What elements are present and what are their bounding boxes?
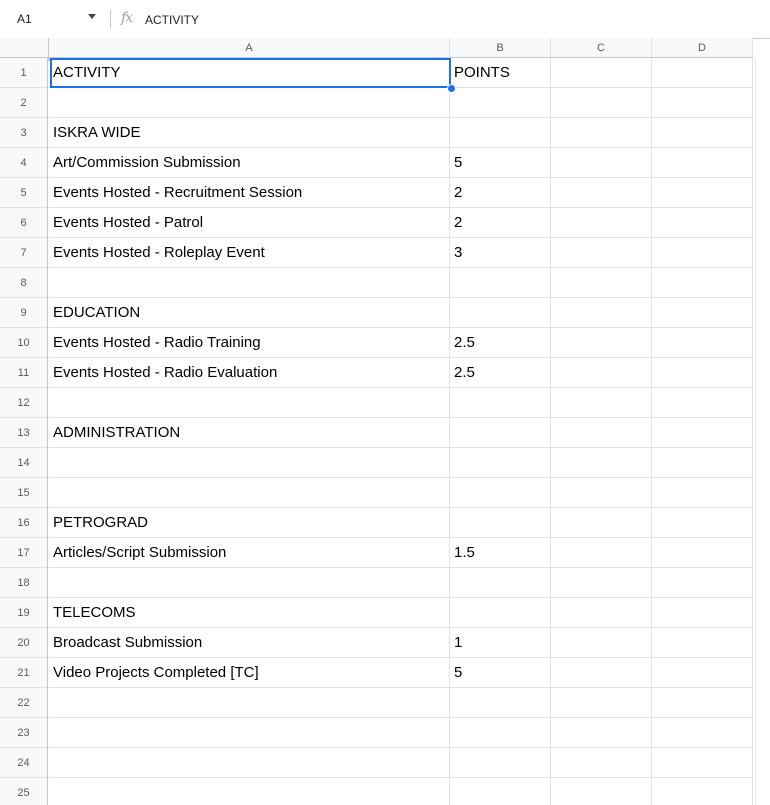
row-header[interactable]: 25	[0, 778, 48, 805]
vertical-scrollbar[interactable]	[755, 58, 770, 805]
row-header[interactable]: 6	[0, 208, 48, 238]
fill-handle[interactable]	[447, 84, 456, 93]
row-header[interactable]: 20	[0, 628, 48, 658]
row-header[interactable]: 23	[0, 718, 48, 748]
cell-a14[interactable]	[49, 448, 450, 478]
row-header[interactable]: 13	[0, 418, 48, 448]
cell-c5[interactable]	[551, 178, 652, 208]
cell-d17[interactable]	[652, 538, 753, 568]
cell-b19[interactable]	[450, 598, 551, 628]
cell-b15[interactable]	[450, 478, 551, 508]
row-header[interactable]: 12	[0, 388, 48, 418]
cell-a24[interactable]	[49, 748, 450, 778]
cell-b1[interactable]: POINTS	[450, 58, 551, 88]
cell-d14[interactable]	[652, 448, 753, 478]
cell-c9[interactable]	[551, 298, 652, 328]
cell-a12[interactable]	[49, 388, 450, 418]
row-header[interactable]: 8	[0, 268, 48, 298]
cell-a9[interactable]: EDUCATION	[49, 298, 450, 328]
row-header[interactable]: 17	[0, 538, 48, 568]
cell-d25[interactable]	[652, 778, 753, 805]
cell-a7[interactable]: Events Hosted - Roleplay Event	[49, 238, 450, 268]
row-header[interactable]: 9	[0, 298, 48, 328]
cell-b23[interactable]	[450, 718, 551, 748]
cell-c6[interactable]	[551, 208, 652, 238]
cell-d3[interactable]	[652, 118, 753, 148]
cell-c16[interactable]	[551, 508, 652, 538]
cell-b20[interactable]: 1	[450, 628, 551, 658]
cell-d2[interactable]	[652, 88, 753, 118]
cell-d13[interactable]	[652, 418, 753, 448]
cell-b17[interactable]: 1.5	[450, 538, 551, 568]
cell-a20[interactable]: Broadcast Submission	[49, 628, 450, 658]
cell-a3[interactable]: ISKRA WIDE	[49, 118, 450, 148]
cell-c23[interactable]	[551, 718, 652, 748]
cell-b8[interactable]	[450, 268, 551, 298]
cell-b12[interactable]	[450, 388, 551, 418]
cell-a8[interactable]	[49, 268, 450, 298]
cell-a10[interactable]: Events Hosted - Radio Training	[49, 328, 450, 358]
row-header[interactable]: 14	[0, 448, 48, 478]
cell-d1[interactable]	[652, 58, 753, 88]
cell-d19[interactable]	[652, 598, 753, 628]
cell-c21[interactable]	[551, 658, 652, 688]
cell-d18[interactable]	[652, 568, 753, 598]
cell-b4[interactable]: 5	[450, 148, 551, 178]
cell-c13[interactable]	[551, 418, 652, 448]
cell-c2[interactable]	[551, 88, 652, 118]
row-header[interactable]: 11	[0, 358, 48, 388]
formula-input[interactable]: ACTIVITY	[145, 13, 200, 27]
cell-b21[interactable]: 5	[450, 658, 551, 688]
formula-bar-divider	[110, 10, 111, 28]
cell-a15[interactable]	[49, 478, 450, 508]
cell-c19[interactable]	[551, 598, 652, 628]
row-header[interactable]: 5	[0, 178, 48, 208]
column-header-a[interactable]: A	[49, 38, 450, 58]
cell-c11[interactable]	[551, 358, 652, 388]
cell-a25[interactable]	[49, 778, 450, 805]
cell-b16[interactable]	[450, 508, 551, 538]
row-header[interactable]: 24	[0, 748, 48, 778]
cell-c18[interactable]	[551, 568, 652, 598]
cell-c7[interactable]	[551, 238, 652, 268]
column-header-d[interactable]: D	[652, 38, 753, 58]
cell-a17[interactable]: Articles/Script Submission	[49, 538, 450, 568]
cell-a4[interactable]: Art/Commission Submission	[49, 148, 450, 178]
cell-a23[interactable]	[49, 718, 450, 748]
cell-c15[interactable]	[551, 478, 652, 508]
row-header[interactable]: 10	[0, 328, 48, 358]
cell-c22[interactable]	[551, 688, 652, 718]
row-header[interactable]: 4	[0, 148, 48, 178]
column-header-c[interactable]: C	[551, 38, 652, 58]
cell-d20[interactable]	[652, 628, 753, 658]
cell-d7[interactable]	[652, 238, 753, 268]
cell-d11[interactable]	[652, 358, 753, 388]
cell-b25[interactable]	[450, 778, 551, 805]
cell-a13[interactable]: ADMINISTRATION	[49, 418, 450, 448]
row-header[interactable]: 2	[0, 88, 48, 118]
cell-b13[interactable]	[450, 418, 551, 448]
cell-a22[interactable]	[49, 688, 450, 718]
cell-b3[interactable]	[450, 118, 551, 148]
cell-c12[interactable]	[551, 388, 652, 418]
cell-a5[interactable]: Events Hosted - Recruitment Session	[49, 178, 450, 208]
cell-c25[interactable]	[551, 778, 652, 805]
row-header[interactable]: 16	[0, 508, 48, 538]
cell-c24[interactable]	[551, 748, 652, 778]
row-header[interactable]: 3	[0, 118, 48, 148]
cell-a11[interactable]: Events Hosted - Radio Evaluation	[49, 358, 450, 388]
cell-a2[interactable]	[49, 88, 450, 118]
cell-b9[interactable]	[450, 298, 551, 328]
row-header[interactable]: 19	[0, 598, 48, 628]
cell-b11[interactable]: 2.5	[450, 358, 551, 388]
cell-d22[interactable]	[652, 688, 753, 718]
cell-d6[interactable]	[652, 208, 753, 238]
cell-c20[interactable]	[551, 628, 652, 658]
cell-c10[interactable]	[551, 328, 652, 358]
row-header[interactable]: 22	[0, 688, 48, 718]
cell-d21[interactable]	[652, 658, 753, 688]
cell-b18[interactable]	[450, 568, 551, 598]
cell-a6[interactable]: Events Hosted - Patrol	[49, 208, 450, 238]
cell-d8[interactable]	[652, 268, 753, 298]
cell-a21[interactable]: Video Projects Completed [TC]	[49, 658, 450, 688]
cell-d10[interactable]	[652, 328, 753, 358]
cell-d4[interactable]	[652, 148, 753, 178]
cell-d24[interactable]	[652, 748, 753, 778]
cell-d12[interactable]	[652, 388, 753, 418]
cell-a19[interactable]: TELECOMS	[49, 598, 450, 628]
row-header[interactable]: 1	[0, 58, 48, 88]
cell-c1[interactable]	[551, 58, 652, 88]
cell-b5[interactable]: 2	[450, 178, 551, 208]
formula-bar	[0, 0, 770, 39]
cell-c14[interactable]	[551, 448, 652, 478]
spreadsheet-grid[interactable]	[0, 38, 770, 805]
cell-a18[interactable]	[49, 568, 450, 598]
row-header[interactable]: 7	[0, 238, 48, 268]
cell-b7[interactable]: 3	[450, 238, 551, 268]
cell-a1[interactable]: ACTIVITY	[49, 58, 450, 88]
cell-c17[interactable]	[551, 538, 652, 568]
cell-d9[interactable]	[652, 298, 753, 328]
cell-d16[interactable]	[652, 508, 753, 538]
cell-c8[interactable]	[551, 268, 652, 298]
cell-b24[interactable]	[450, 748, 551, 778]
cell-a16[interactable]: PETROGRAD	[49, 508, 450, 538]
cell-b22[interactable]	[450, 688, 551, 718]
chevron-down-icon[interactable]	[88, 14, 96, 19]
fx-icon: fx	[121, 10, 133, 26]
row-header[interactable]: 21	[0, 658, 48, 688]
cell-d23[interactable]	[652, 718, 753, 748]
cell-c3[interactable]	[551, 118, 652, 148]
name-box[interactable]	[0, 6, 105, 32]
column-header-b[interactable]: B	[450, 38, 551, 58]
cell-b6[interactable]: 2	[450, 208, 551, 238]
row-header[interactable]: 18	[0, 568, 48, 598]
cell-d15[interactable]	[652, 478, 753, 508]
cell-b10[interactable]: 2.5	[450, 328, 551, 358]
cell-d5[interactable]	[652, 178, 753, 208]
name-box-ref: A1	[17, 12, 32, 26]
cell-b2[interactable]	[450, 88, 551, 118]
cell-b14[interactable]	[450, 448, 551, 478]
row-header[interactable]: 15	[0, 478, 48, 508]
cell-c4[interactable]	[551, 148, 652, 178]
